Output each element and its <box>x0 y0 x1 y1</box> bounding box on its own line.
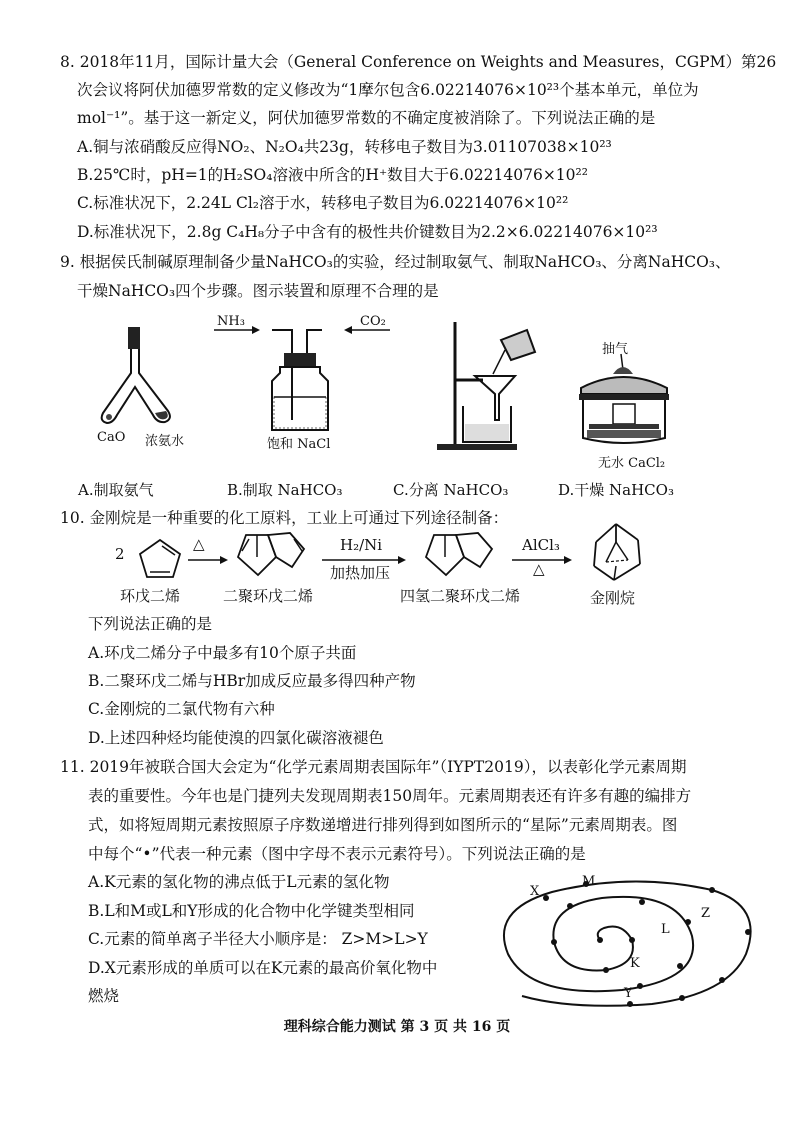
q11-option-b: B.L和M或L和Y形成的化合物中化学键类型相同 <box>88 902 415 920</box>
q9-option-b: B.制取 NaHCO₃ <box>227 481 343 499</box>
element-dot <box>745 929 751 935</box>
apparatus-c-filtration <box>435 320 545 452</box>
q8-stem-line3: mol⁻¹”。基于这一新定义，阿伏加德罗常数的不确定度被消除了。下列说法正确的是 <box>77 109 656 127</box>
element-dot <box>719 977 725 983</box>
q9-stem-line2: 干燥NaHCO₃四个步骤。图示装置和原理不合理的是 <box>77 282 439 300</box>
element-dot <box>597 937 603 943</box>
q11-option-c: C.元素的简单离子半径大小顺序是： Z>M>L>Y <box>88 930 428 948</box>
q10-stem: 10. 金刚烷是一种重要的化工原料，工业上可通过下列途径制备： <box>60 509 509 527</box>
label-cacl2: 无水 CaCl₂ <box>598 456 666 471</box>
q8-option-a: A.铜与浓硝酸反应得NO₂、N₂O₄共23g，转移电子数目为3.01107038×10²³ <box>77 138 612 156</box>
name-dicyclopentadiene: 二聚环戊二烯 <box>223 587 314 605</box>
q8-option-b: B.25℃时，pH=1的H₂SO₄溶液中所含的H⁺数目大于6.02214076×10²² <box>77 166 588 184</box>
element-dot <box>637 983 643 989</box>
q8-stem-line1: 8. 2018年11月，国际计量大会（General Conference on Weights and Measures，CGPM）第26 <box>60 53 777 71</box>
q11-stem-line3: 式，如将短周期元素按照原子序数递增进行排列得到如图所示的“星际”元素周期表。图 <box>88 816 678 834</box>
q11-stem-line2: 表的重要性。今年也是门捷列夫发现周期表150周年。元素周期表还有许多有趣的编排方 <box>88 787 692 805</box>
condition-h2-ni: H₂/Ni <box>340 536 383 554</box>
dicyclopentadiene-structure <box>232 527 310 583</box>
adamantane-structure <box>586 522 648 584</box>
apparatus-d-desiccator <box>575 352 675 450</box>
label-cao: CaO <box>97 430 126 445</box>
q9-option-c: C.分离 NaHCO₃ <box>393 481 509 499</box>
element-dot <box>543 895 549 901</box>
element-dot <box>679 995 685 1001</box>
spiral-label-k: K <box>630 956 640 971</box>
name-adamantane: 金刚烷 <box>590 589 636 607</box>
apparatus-b-wash-bottle <box>212 325 392 435</box>
element-dot <box>677 963 683 969</box>
name-tetrahydrodicyclopentadiene: 四氢二聚环戊二烯 <box>400 587 521 605</box>
cyclopentadiene-structure <box>135 537 185 581</box>
spiral-label-l: L <box>661 922 670 937</box>
q8-option-c: C.标准状况下，2.24L Cl₂溶于水，转移电子数目为6.02214076×10²² <box>77 194 569 212</box>
q8-option-d: D.标准状况下，2.8g C₄H₈分子中含有的极性共价键数目为2.2×6.02214076×10²³ <box>77 223 658 241</box>
condition-alcl3: AlCl₃ <box>522 536 560 554</box>
spiral-label-y: Y <box>624 986 633 1001</box>
element-dot <box>567 903 573 909</box>
name-cyclopentadiene: 环戊二烯 <box>120 587 181 605</box>
condition-heat-pressure: 加热加压 <box>330 564 391 582</box>
reaction-coefficient: 2 <box>115 545 125 563</box>
q10-option-a: A.环戊二烯分子中最多有10个原子共面 <box>88 644 357 662</box>
q11-stem-line4: 中每个“•”代表一种元素（图中字母不表示元素符号）。下列说法正确的是 <box>88 845 586 863</box>
q11-option-d-line2: 燃烧 <box>88 987 120 1005</box>
element-dot <box>685 919 691 925</box>
label-nh3: NH₃ <box>217 314 245 329</box>
spiral-label-z: Z <box>701 906 711 921</box>
label-nacl: 饱和 NaCl <box>267 437 331 452</box>
element-dot <box>551 939 557 945</box>
spiral-label-m: M <box>582 874 596 889</box>
element-dot <box>627 1001 633 1007</box>
page-footer: 理科综合能力测试 第 3 页 共 16 页 <box>283 1019 511 1035</box>
heat-symbol-2: △ <box>533 560 545 578</box>
heat-symbol-1: △ <box>193 535 205 553</box>
q9-stem-line1: 9. 根据侯氏制碱原理制备少量NaHCO₃的实验，经过制取氨气、制取NaHCO₃、分离NaHCO₃、 <box>60 253 731 271</box>
label-ammonia-water: 浓氨水 <box>145 434 185 449</box>
q10-option-c: C.金刚烷的二氯代物有六种 <box>88 700 275 718</box>
element-dot <box>603 967 609 973</box>
q10-option-b: B.二聚环戊二烯与HBr加成反应最多得四种产物 <box>88 672 416 690</box>
q9-option-d: D.干燥 NaHCO₃ <box>558 481 674 499</box>
q11-stem-line1: 11. 2019年被联合国大会定为“化学元素周期表国际年”（IYPT2019），以表彰化学元素周期 <box>60 758 687 776</box>
arrow-1 <box>188 555 228 565</box>
q11-option-a: A.K元素的氢化物的沸点低于L元素的氢化物 <box>88 873 390 891</box>
q10-option-d: D.上述四种烃均能使溴的四氯化碳溶液褪色 <box>88 729 384 747</box>
label-suction: 抽气 <box>602 342 629 357</box>
tetrahydrodicyclopentadiene-structure <box>420 527 498 583</box>
q11-option-d-line1: D.X元素形成的单质可以在K元素的最高价氧化物中 <box>88 959 438 977</box>
apparatus-a-y-tube <box>95 325 185 430</box>
element-dot <box>629 937 635 943</box>
element-dot <box>639 899 645 905</box>
q10-question: 下列说法正确的是 <box>88 615 213 633</box>
spiral-label-x: X <box>530 884 540 899</box>
label-co2: CO₂ <box>360 314 386 329</box>
q8-stem-line2: 次会议将阿伏加德罗常数的定义修改为“1摩尔包含6.02214076×10²³个基本单元，单位为 <box>77 81 699 99</box>
element-dot <box>709 887 715 893</box>
q9-option-a: A.制取氨气 <box>78 481 154 499</box>
